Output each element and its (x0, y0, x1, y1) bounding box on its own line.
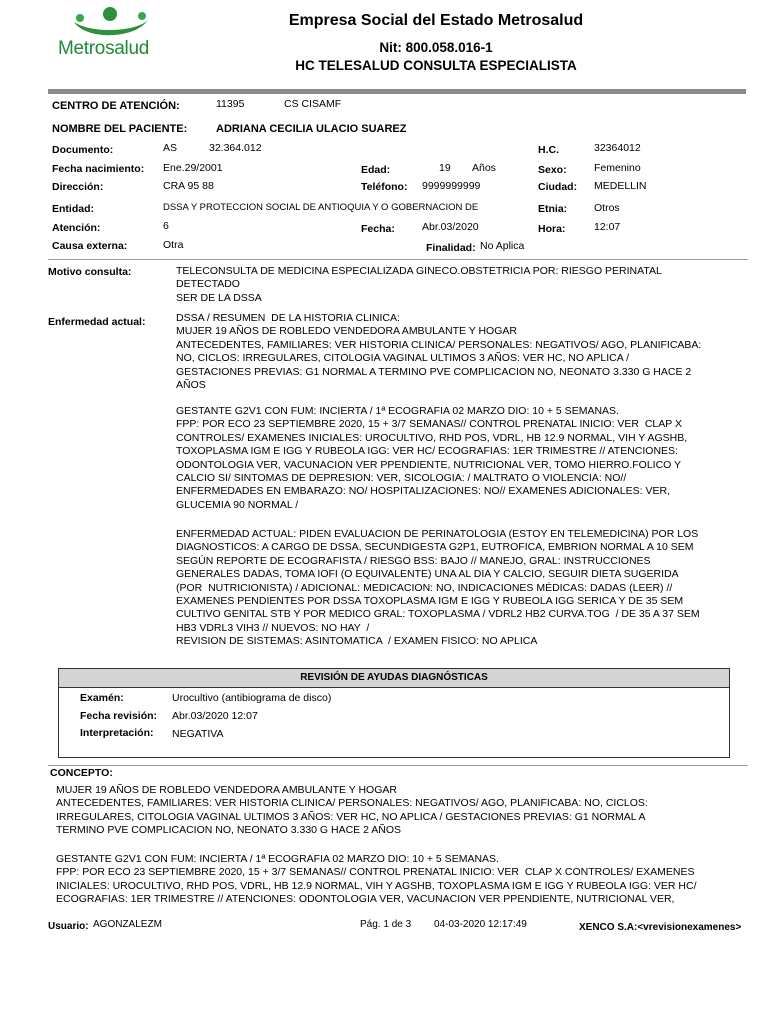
patient-rule (48, 259, 748, 260)
ciudad-label: Ciudad: (538, 181, 578, 193)
telefono-value: 9999999999 (422, 180, 481, 192)
edad-label: Edad: (361, 164, 391, 176)
print-timestamp: 04-03-2020 12:17:49 (434, 919, 527, 930)
hc-label: H.C. (538, 144, 559, 156)
system-id: XENCO S.A:<vrevisionexamenes> (579, 922, 742, 933)
examen-label: Examén: (80, 692, 124, 704)
telefono-label: Teléfono: (361, 181, 408, 193)
ayudas-box (58, 668, 730, 758)
interpretacion-value: NEGATIVA (172, 728, 224, 740)
fecha-nac-label: Fecha nacimiento: (52, 163, 145, 175)
fecha-value: Abr.03/2020 (422, 221, 479, 233)
enfermedad-label: Enfermedad actual: (48, 316, 146, 328)
fecha-revision-label: Fecha revisión: (80, 710, 158, 722)
causa-label: Causa externa: (52, 240, 128, 252)
concepto-p1: MUJER 19 AÑOS DE ROBLEDO VENDEDORA AMBULANTE Y HOGAR ANTECEDENTES, FAMILIARES: VER HISTORIA CLINICA/ PERSONALES: NEGATIVOS/ AGO, PLANIFICABA: NO, CICLOS: IRREGULARES, CITOLOGIA VAGINAL ULTIMOS 3 AÑOS: VER HC, NO APLICA / GESTACIONES PREVIAS: G1 NORMAL A TERMINO PVE COMPLICACION NO, NEONATO 3.330 G HACE 2 AÑOS (56, 784, 648, 837)
hc-value: 32364012 (594, 142, 641, 154)
edad-unit: Años (472, 162, 496, 174)
concepto-p2: GESTANTE G2V1 CON FUM: INCIERTA / 1ª ECOGRAFIA 02 MARZO DIO: 10 + 5 SEMANAS. FPP: POR ECO 23 SEPTIEMBRE 2020, 15 + 3/7 SEMANAS// CONTROL PRENATAL INICIO: VER CLAP X CONTROLES/ EXAMENES INICIALES: UROCULTIVO, RHD POS, VDRL, HB 12.9 NORMAL, VIH Y AGSHB, TOXOPLASMA IGM E IGG Y RUBEOLA IGG: VER HC/ ECOGRAFIAS: 1ER TRIMESTRE // ATENCIONES: ODONTOLOGIA VER, VACUNACION VER PPENDIENTE, NUTRICIONAL VER, (56, 853, 697, 906)
centro-label: CENTRO DE ATENCIÓN: (52, 100, 180, 112)
concepto-rule (48, 765, 748, 766)
etnia-value: Otros (594, 202, 620, 214)
centro-code: 11395 (216, 98, 245, 110)
page-number: Pág. 1 de 3 (360, 919, 412, 930)
motivo-label: Motivo consulta: (48, 266, 132, 278)
enfermedad-p3: ENFERMEDAD ACTUAL: PIDEN EVALUACION DE PERINATOLOGIA (ESTOY EN TELEMEDICINA) POR LOS DIAGNOSTICOS: A CARGO DE DSSA, SECUNDIGESTA G2P1, EUTROFICA, EMBRION NORMAL A 10 SEM SEGÚN REPORTE DE ECOGRAFISTA / RIESGO BSS: BAJO // MANEJO, GRAL: INSTRUCCIONES GENERALES DADAS, TOMA IOFI (O EQUIVALENTE) UNA AL DIA Y CALCIO, SEGUIR DIETA SUGERIDA (POR NUTRICIONISTA) / ADICIONAL: MEDICACION: NO, INDICACIONES MÉDICAS: DADAS (LEER) // EXAMENES PENDIENTES POR DSSA TOXOPLASMA IGM E IGG Y RUBEOLA IGG SERICA Y DE 35 SEM CULTIVO GENITAL STB Y POR MEDICO GRAL: TOXOPLASMA / VDRL2 HB2 CURVA.TOG / DE 35 A 37 SEM HB3 VDRL3 VIH3 // NUEVOS: NO HAY / REVISION DE SISTEMAS: ASINTOMATICA / EXAMEN FISICO: NO APLICA (176, 528, 700, 648)
direccion-value: CRA 95 88 (163, 180, 214, 192)
finalidad-value: No Aplica (480, 240, 525, 252)
enfermedad-p2: GESTANTE G2V1 CON FUM: INCIERTA / 1ª ECOGRAFIA 02 MARZO DIO: 10 + 5 SEMANAS. FPP: POR ECO 23 SEPTIEMBRE 2020, 15 + 3/7 SEMANAS// CONTROL PRENATAL INICIO: VER CLAP X CONTROLES/ EXAMENES INICIALES: UROCULTIVO, RHD POS, VDRL, HB 12.9 NORMAL, VIH Y AGSHB, TOXOPLASMA IGM E IGG Y RUBEOLA IGG: VER HC/ ECOGRAFIAS: 1ER TRIMESTRE // ATENCIONES: ODONTOLOGIA VER, VACUNACION VER PPENDIENTE, NUTRICIONAL VER, TOMO HIERRO.FOLICO Y CALCIO SI/ SINTOMAS DE DEPRESION: VER, SICOLOGIA: / MALTRATO O VIOLENCIA: NO// ENFERMEDADES EN EMBARAZO: NO/ HOSPITALIZACIONES: NO// EXAMENES ADICIONALES: VER, GLUCEMIA 90 NORMAL / (176, 405, 688, 511)
documento-value: 32.364.012 (209, 142, 262, 154)
nit: Nit: 800.058.016-1 (379, 40, 493, 55)
fecha-nac-value: Ene.29/2001 (163, 162, 223, 174)
sexo-label: Sexo: (538, 164, 567, 176)
concepto-label: CONCEPTO: (50, 767, 113, 779)
centro-name: CS CISAMF (284, 98, 342, 110)
sexo-value: Femenino (594, 162, 641, 174)
enfermedad-p1: DSSA / RESUMEN DE LA HISTORIA CLINICA: MUJER 19 AÑOS DE ROBLEDO VENDEDORA AMBULANTE Y HOGAR ANTECEDENTES, FAMILIARES: VER HISTORIA CLINICA/ PERSONALES: NEGATIVOS/ AGO, PLANIFICABA: NO, CICLOS: IRREGULARES, CITOLOGIA VAGINAL ULTIMOS 3 AÑOS: VER HC, NO APLICA / GESTACIONES PREVIAS: G1 NORMAL A TERMINO PVE COMPLICACION NO, NEONATO 3.330 G HACE 2 AÑOS (176, 312, 702, 392)
atencion-value: 6 (163, 220, 169, 232)
ayudas-title: REVISIÓN DE AYUDAS DIAGNÓSTICAS (59, 669, 729, 688)
documento-type: AS (163, 142, 178, 154)
usuario-label: Usuario: (48, 921, 89, 932)
finalidad-label: Finalidad: (426, 242, 476, 254)
interpretacion-label: Interpretación: (80, 727, 154, 739)
ciudad-value: MEDELLIN (594, 180, 647, 192)
documento-label: Documento: (52, 144, 114, 156)
hora-value: 12:07 (594, 221, 621, 233)
hora-label: Hora: (538, 223, 566, 235)
causa-value: Otra (163, 239, 184, 251)
logo-text: Metrosalud (58, 38, 149, 59)
nombre-value: ADRIANA CECILIA ULACIO SUAREZ (216, 123, 407, 135)
document-title: HC TELESALUD CONSULTA ESPECIALISTA (295, 58, 577, 73)
fecha-label: Fecha: (361, 223, 395, 235)
usuario-value: AGONZALEZM (93, 919, 162, 930)
motivo-text: TELECONSULTA DE MEDICINA ESPECIALIZADA GINECO.OBSTETRICIA POR: RIESGO PERINATAL DETECTADO SER DE LA DSSA (176, 265, 662, 304)
examen-value: Urocultivo (antibiograma de disco) (172, 692, 332, 704)
atencion-label: Atención: (52, 222, 101, 234)
etnia-label: Etnia: (538, 203, 568, 215)
company-title: Empresa Social del Estado Metrosalud (288, 12, 584, 29)
entidad-value: DSSA Y PROTECCION SOCIAL DE ANTIOQUIA Y O GOBERNACION DE (163, 202, 479, 213)
direccion-label: Dirección: (52, 181, 104, 193)
fecha-revision-value: Abr.03/2020 12:07 (172, 710, 258, 722)
header-rule (48, 89, 746, 94)
edad-value: 19 (439, 162, 451, 174)
entidad-label: Entidad: (52, 203, 94, 215)
nombre-label: NOMBRE DEL PACIENTE: (52, 123, 188, 135)
